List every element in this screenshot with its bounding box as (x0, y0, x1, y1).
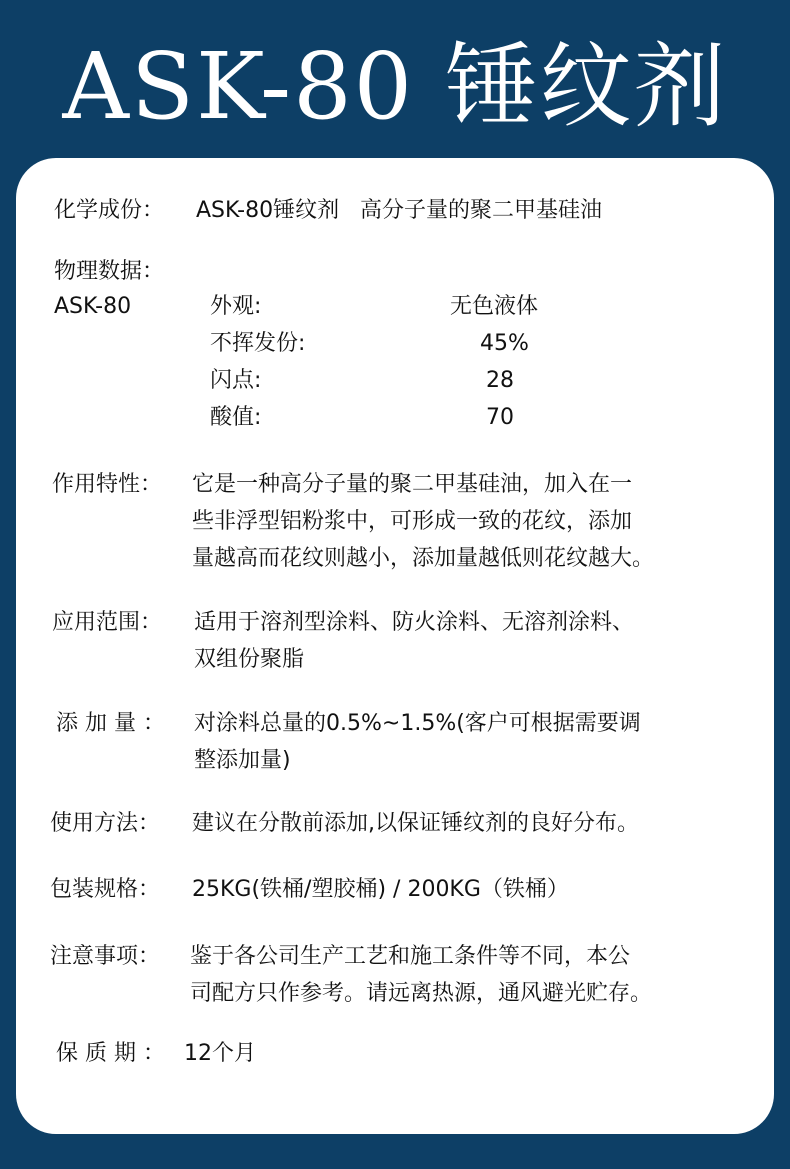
physical-row-name: 酸值: (210, 405, 262, 430)
physical-model: ASK-80 (54, 294, 132, 319)
application-label: 应用范围： (52, 610, 163, 635)
spec-card (16, 158, 774, 1134)
packaging-value: 25KG(铁桶/塑胶桶) / 200KG（铁桶） (192, 877, 569, 902)
shelf-life-label: 保 质 期 ： (56, 1041, 165, 1066)
physical-row-value: 28 (486, 368, 514, 393)
notes-label: 注意事项： (50, 944, 161, 969)
physical-row-value: 45% (480, 331, 529, 356)
usage-value: 建议在分散前添加,以保证锤纹剂的良好分布。 (192, 811, 639, 836)
usage-label: 使用方法： (50, 811, 161, 836)
properties-line: 量越高而花纹则越小，添加量越低则花纹越大。 (192, 546, 655, 571)
notes-line: 司配方只作参考。请远离热源，通风避光贮存。 (190, 981, 653, 1006)
physical-row-name: 外观: (210, 294, 262, 319)
application-line: 双组份聚脂 (194, 647, 305, 672)
page-title: ASK-80 锤纹剂 (62, 33, 728, 140)
dosage-line: 整添加量) (194, 748, 291, 773)
application-line: 适用于溶剂型涂料、防火涂料、无溶剂涂料、 (194, 610, 635, 635)
physical-row-value: 无色液体 (450, 294, 539, 319)
packaging-label: 包装规格： (50, 877, 161, 902)
properties-line: 些非浮型铝粉浆中，可形成一致的花纹，添加 (192, 509, 633, 534)
physical-row-value: 70 (486, 405, 514, 430)
physical-label: 物理数据： (54, 259, 165, 284)
physical-row-name: 闪点: (210, 368, 262, 393)
shelf-life-value: 12个月 (184, 1041, 256, 1066)
dosage-label: 添 加 量 ： (56, 711, 165, 736)
properties-line: 它是一种高分子量的聚二甲基硅油，加入在一 (192, 472, 633, 497)
notes-line: 鉴于各公司生产工艺和施工条件等不同，本公 (190, 944, 631, 969)
composition-label: 化学成份： (54, 198, 165, 223)
properties-label: 作用特性： (52, 472, 163, 497)
physical-row-name: 不挥发份: (210, 331, 306, 356)
composition-value: ASK-80锤纹剂 高分子量的聚二甲基硅油 (196, 198, 603, 223)
dosage-line: 对涂料总量的0.5%~1.5%(客户可根据需要调 (194, 711, 641, 736)
